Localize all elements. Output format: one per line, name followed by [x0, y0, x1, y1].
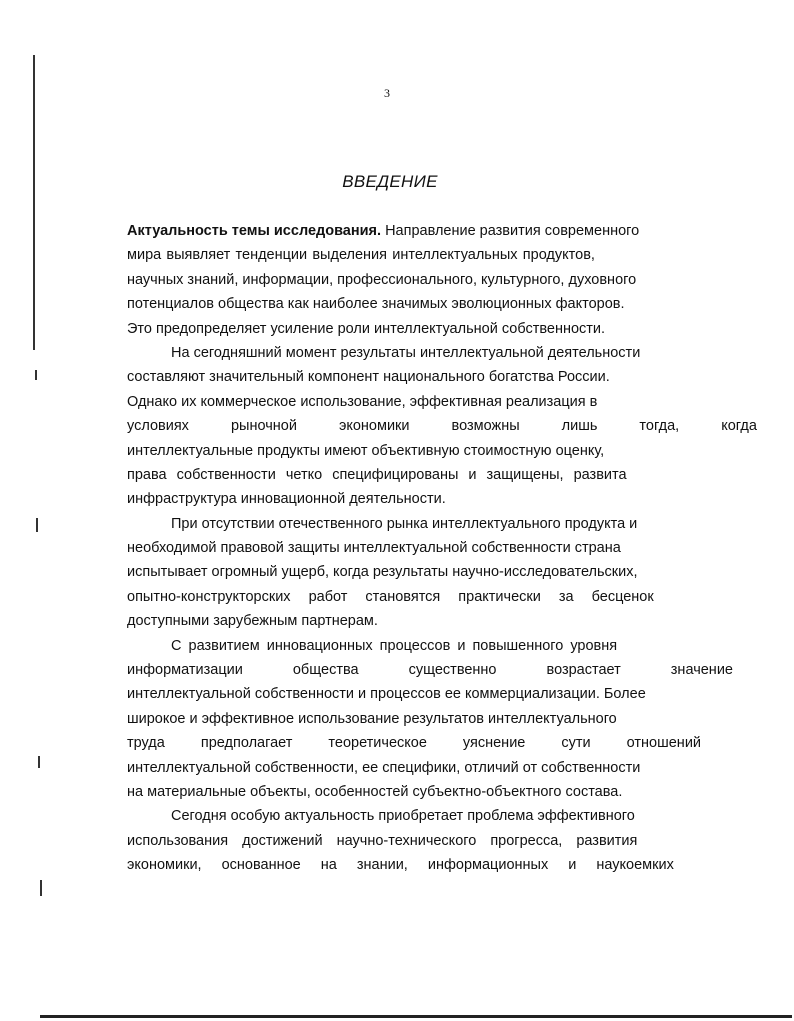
paragraph-line: Это предопределяет усиление роли интеллектуальной собственности. [127, 320, 606, 337]
scan-margin-tick [40, 880, 42, 896]
paragraph-line: С развитием инновационных процессов и повышенного уровня [171, 637, 618, 654]
paragraph-line: условиях рыночной экономики возможны лишь тогда, когда [127, 418, 757, 435]
paragraph-line: права собственности четко специфицированы и защищены, развита [127, 466, 627, 483]
paragraph-line: интеллектуальной собственности, ее специфики, отличий от собственности [127, 759, 641, 776]
paragraph-line: научных знаний, информации, профессионального, культурного, духовного [127, 271, 637, 288]
page-title: ВВЕДЕНИЕ [342, 172, 438, 191]
paragraph-line: инфраструктура инновационной деятельности. [127, 491, 446, 508]
paragraph-line: Актуальность темы исследования. Направление развития современного [127, 223, 640, 239]
paragraph-line: труда предполагает теоретическое уяснение сути отношений [127, 735, 702, 752]
paragraph-line: на материальные объекты, особенностей субъектно-объектного состава. [127, 783, 623, 800]
scan-bottom-edge [40, 1015, 792, 1018]
paragraph-line: использования достижений научно-технического прогресса, развития [127, 832, 638, 849]
paragraph-lead: Актуальность темы исследования. [127, 223, 382, 239]
paragraph-line: мира выявляет тенденции выделения интеллектуальных продуктов, [127, 247, 595, 264]
paragraph-line: опытно-конструкторских работ становятся практически за бесценок [127, 588, 654, 605]
paragraph-line: Сегодня особую актуальность приобретает проблема эффективного [171, 808, 635, 825]
paragraph-line: информатизации общества существенно возрастает значение [127, 662, 733, 679]
paragraph-line: потенциалов общества как наиболее значимых эволюционных факторов. [127, 296, 625, 313]
page-number: 3 [384, 86, 390, 100]
paragraph-line: необходимой правовой защиты интеллектуальной собственности страна [127, 540, 621, 557]
document-body [127, 219, 757, 878]
paragraph-line: На сегодняшний момент результаты интеллектуальной деятельности [171, 344, 641, 361]
scan-margin-tick [36, 518, 38, 532]
paragraph-line: Однако их коммерческое использование, эффективная реализация в [127, 393, 598, 410]
scan-margin-tick [35, 370, 37, 380]
paragraph-line: интеллектуальные продукты имеют объективную стоимостную оценку, [127, 442, 605, 459]
paragraph-line: доступными зарубежным партнерам. [127, 613, 378, 630]
paragraph-line: составляют значительный компонент национального богатства России. [127, 369, 610, 386]
paragraph-line: При отсутствии отечественного рынка интеллектуального продукта и [171, 515, 638, 532]
scan-margin-tick [38, 756, 40, 768]
paragraph-line: экономики, основанное на знании, информационных и наукоемких [127, 857, 674, 874]
paragraph-line: испытывает огромный ущерб, когда результаты научно-исследовательских, [127, 564, 638, 581]
paragraph-line: интеллектуальной собственности и процессов ее коммерциализации. Более [127, 686, 646, 703]
paragraph-line: широкое и эффективное использование результатов интеллектуального [127, 710, 617, 727]
